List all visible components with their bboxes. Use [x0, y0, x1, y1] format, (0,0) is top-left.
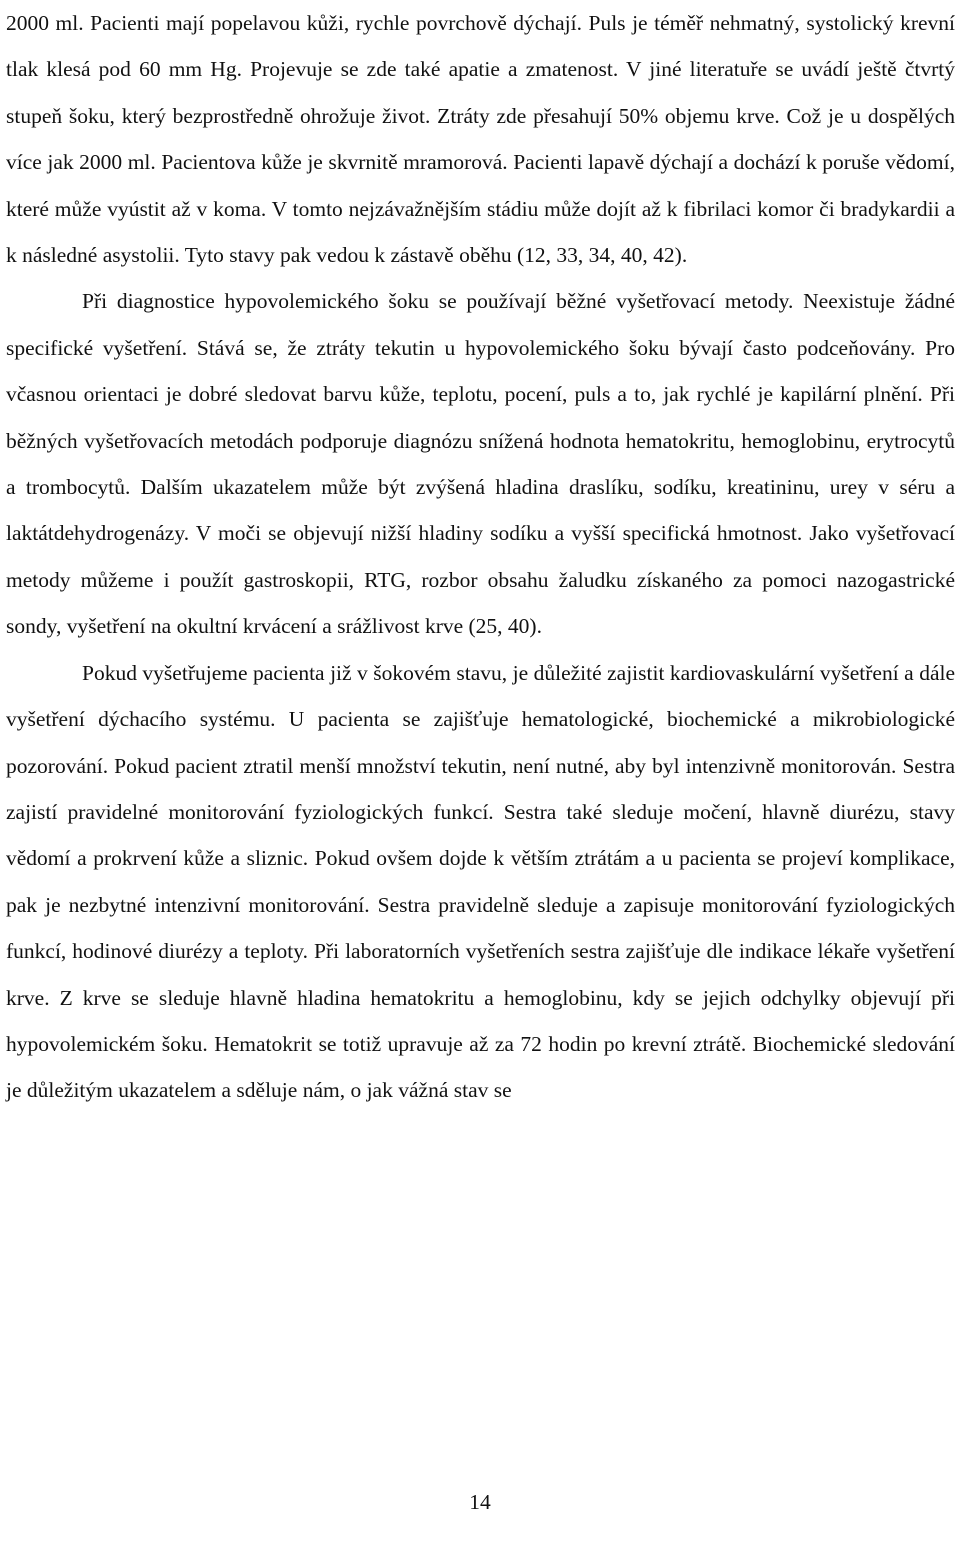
paragraph-diagnostics: Při diagnostice hypovolemického šoku se používají běžné vyšetřovací metody. Neexistuje žádné specifické vyšetření. Stává se, že ztráty tekutin u hypovolemického šoku bývají často podceňovány. Pro včasnou orientaci je dobré sledovat barvu kůže, teplotu, pocení, puls a to, jak rychlé je kapilární plnění. Při běžných vyšetřovacích metodách podporuje diagnózu snížená hodnota hematokritu, hemoglobinu, erytrocytů a trombocytů. Dalším ukazatelem může být zvýšená hladina draslíku, sodíku, kreatininu, urey v séru a laktátdehydrogenázy. V moči se objevují nižší hladiny sodíku a vyšší specifická hmotnost. Jako vyšetřovací metody můžeme i použít gastroskopii, RTG, rozbor obsahu žaludku získaného za pomoci nazogastrické sondy, vyšetření na okultní krvácení a srážlivost krve (25, 40). — [6, 289, 955, 639]
paragraph-shock-stage-four: 2000 ml. Pacienti mají popelavou kůži, rychle povrchově dýchají. Puls je téměř nehmatný, systolický krevní tlak klesá pod 60 mm Hg. Projevuje se zde také apatie a zmatenost. V jiné literatuře se uvádí ještě čtvrtý stupeň šoku, který bezprostředně ohrožuje život. Ztráty zde přesahují 50% objemu krve. Což je u dospělých více jak 2000 ml. Pacientova kůže je skvrnitě mramorová. Pacienti lapavě dýchají a dochází k poruše vědomí, které může vyústit až v koma. V tomto nejzávažnějším stádiu může dojít až k fibrilaci komor či bradykardii a k následné asystolii. Tyto stavy pak vedou k zástavě oběhu (12, 33, 34, 40, 42). — [6, 11, 955, 268]
paragraph-monitoring: Pokud vyšetřujeme pacienta již v šokovém stavu, je důležité zajistit kardiovaskulární vyšetření a dále vyšetření dýchacího systému. U pacienta se zajišťuje hematologické, biochemické a mikrobiologické pozorování. Pokud pacient ztratil menší množství tekutin, není nutné, aby byl intenzivně monitorován. Sestra zajistí pravidelné monitorování fyziologických funkcí. Sestra také sleduje močení, hlavně diurézu, stavy vědomí a prokrvení kůže a sliznic. Pokud ovšem dojde k větším ztrátám a u pacienta se projeví komplikace, pak je nezbytné intenzivní monitorování. Sestra pravidelně sleduje a zapisuje monitorování fyziologických funkcí, hodinové diurézy a teploty. Při laboratorních vyšetřeních sestra zajišťuje dle indikace lékaře vyšetření krve. Z krve se sleduje hlavně hladina hematokritu a hemoglobinu, kdy se jejich odchylky objevují při hypovolemickém šoku. Hematokrit se totiž upravuje až za 72 hodin po krevní ztrátě. Biochemické sledování je důležitým ukazatelem a sděluje nám, o jak vážná stav se — [6, 660, 955, 1103]
document-page — [6, 0, 955, 1114]
page-number: 14 — [469, 1490, 491, 1514]
